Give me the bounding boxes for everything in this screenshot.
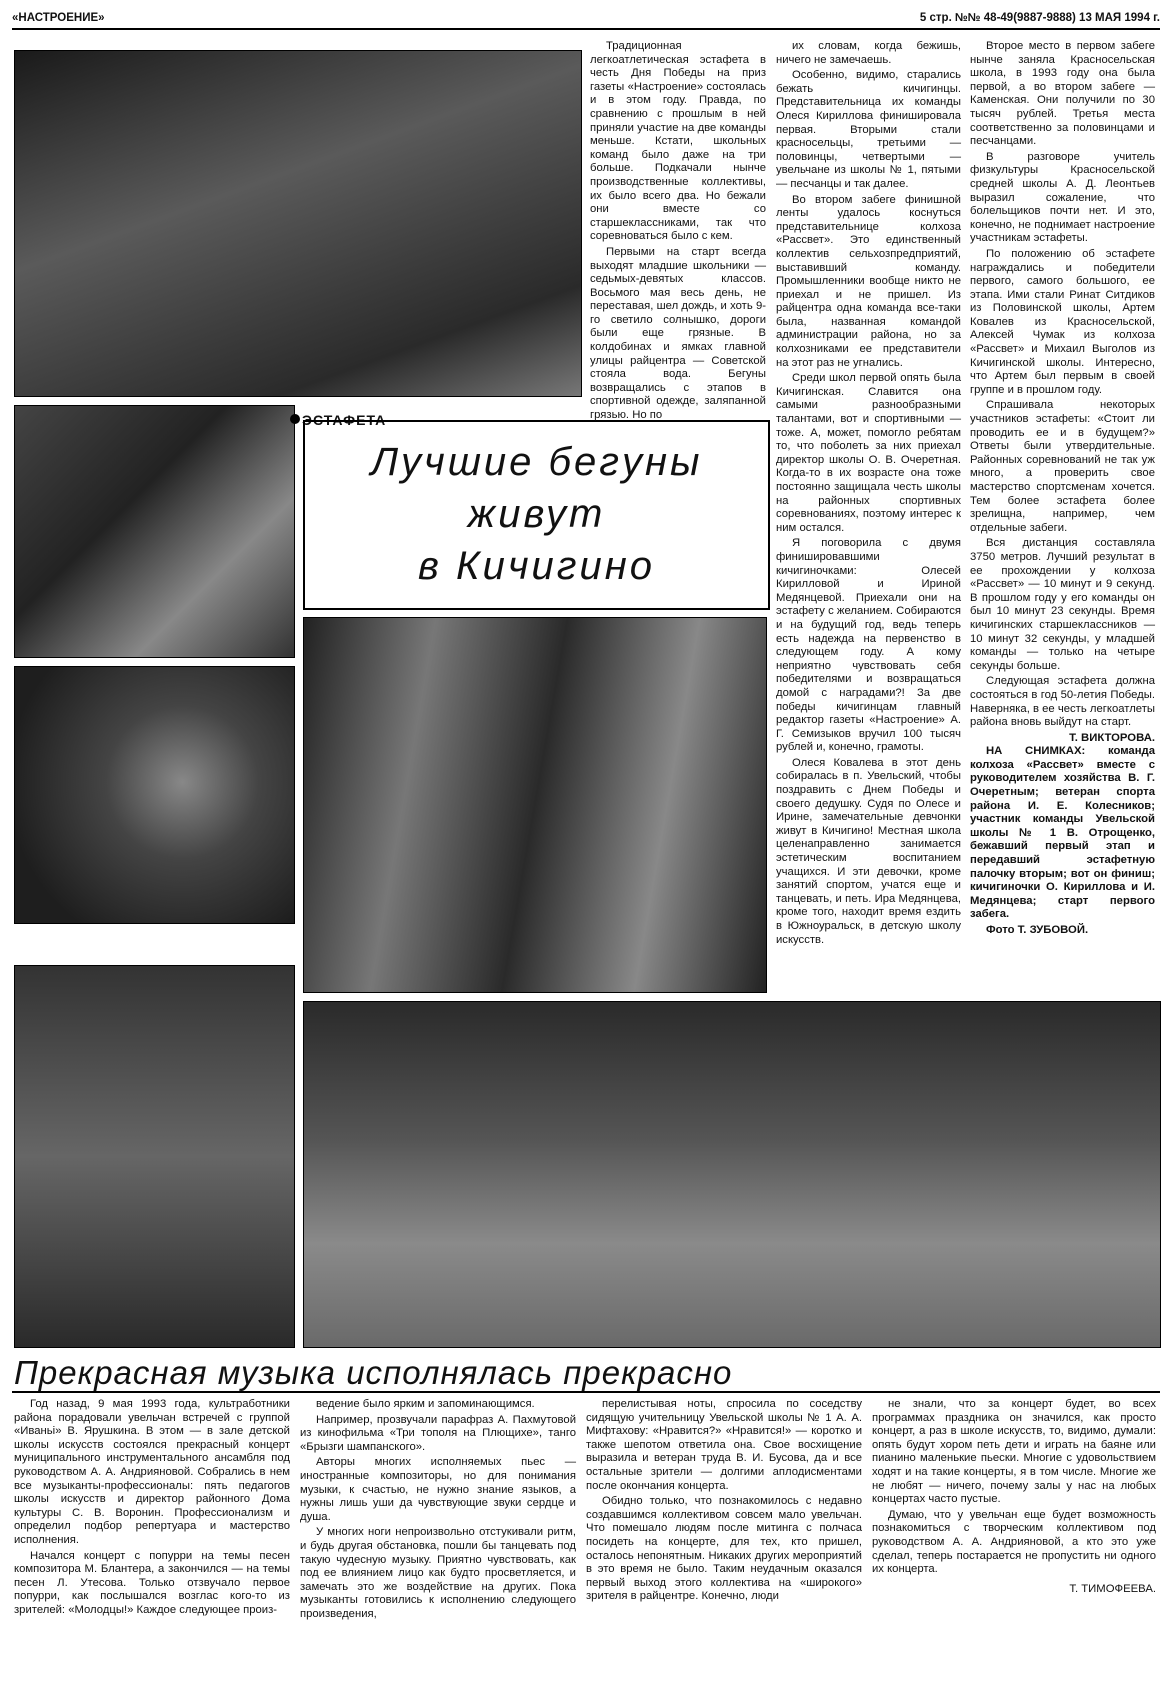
- paragraph: не знали, что за концерт будет, во всех программах праздника он значился, как просто концерт, а раз в школе искусств, то, видимо, думали: опять будут хором петь дети и играть на баяне или пианино маленькие пьески. Многие с удовольствием ходят и на такие концерты, я в том числе. Многие же не любят — ничего, почему залы у нас на любых концертах часто пустые.: [872, 1398, 1156, 1506]
- article2-column-3: [586, 1398, 862, 1648]
- article2-author: Т. ТИМОФЕЕВА.: [1069, 1582, 1156, 1595]
- article1-column-3: [970, 40, 1155, 1000]
- paragraph: Во втором забеге финишной ленты удалось коснуться представительнице колхоза «Рассвет». Это единственный коллектив сельхозпредприятий, выставивший команду. Промышленники вообще никто не приехал и не пришел. Из райцентра одна команда все-таки была, названная командой администрации района, но за колхозниками ее представители на этот раз не угнались.: [776, 193, 961, 369]
- paragraph: ведение было ярким и запоминающимся.: [316, 1398, 535, 1410]
- photo-start: [303, 1001, 1161, 1348]
- photo-girls: [303, 617, 767, 993]
- rubric-label: ЭСТАФЕТА: [302, 412, 387, 428]
- paragraph: Начался концерт с попурри на темы песен композитора М. Блантера, а закончился — на темы песен Л. Утесова. Только отзвучало первое попурри, как послышался возглас кого-то из зрителей: «Молодцы!» Каждое следующее произ-: [14, 1549, 290, 1616]
- issue-info: 5 стр. №№ 48-49(9887-9888) 13 МАЯ 1994 г.: [919, 12, 1160, 24]
- paragraph: Первыми на старт всегда выходят младшие школьники — седьмых-девятых классов. Восьмого мая весь день, не переставая, шел дождь, и хоть 9-го светило солнышко, дороги были еще грязные. В колдобинах и ямках главной улицы райцентра — Советской стояла вода. Бегуны возвращались с этапов в спортивной одежде, заляпанной грязью. Но по: [590, 245, 766, 422]
- paragraph: Олеся Ковалева в этот день собиралась в п. Увельский, чтобы поздравить с Днем Победы и своего дедушку. Судя по Олесе и Ирине, замечательные девчонки живут в Кичигино! Местная школа целенаправленно занимается эстетическим воспитанием учащихся. И эти девочки, кроме занятий спортом, учатся еще и танцевать, и петь. Ира Медянцева, кроме того, находит время ездить в Южноуральск, в детскую школу искусств.: [776, 756, 961, 946]
- paragraph: их словам, когда бежишь, ничего не замечаешь.: [776, 40, 961, 66]
- paragraph: Обидно только, что познакомилось с недавно создавшимся коллективом совсем мало увельчан. Что помешало людям после митинга с полчаса посидеть на концерте, для тех, кто пришел, осталось непонятным. Никаких других мероприятий в это время не было. Таким неудачным оказался первый выход этого коллектива на «широкого» зрителя в райцентре. Конечно, люди: [586, 1495, 862, 1603]
- paragraph: Среди школ первой опять была Кичигинская. Славится она самыми разнообразными талантами, вот и спортивными — тоже. А, может, помогло ребятам то, что поболеть за них приехал директор школы О. В. Очеретная. Когда-то в их возрасте она тоже постоянно защищала честь школы на районных спортивных соревнованиях, поэтому интерес к ним остался.: [776, 372, 961, 534]
- article-title-line3: в Кичигино: [418, 544, 655, 588]
- paragraph: Второе место в первом забеге нынче заняла Красносельская школа, в 1993 году она была первой, а во втором забеге — Каменская. Они получили по 30 тысяч рублей. Третья места соответственно за половинцами и песчанцами.: [970, 40, 1155, 148]
- paragraph: Спрашивала некоторых участников эстафеты: «Стоит ли проводить ее и в будущем?» Ответы были утвердительные. Районных соревнований не так уж много, а проверить свое мастерство спортсменам хочется. Тем более эстафета более зрелищна, например, чем отдельные забеги.: [970, 399, 1155, 534]
- paragraph: перелистывая ноты, спросила по соседству сидящую учительницу Увельской школы № 1 А. А. Мифтахову: «Нравится?» «Нравится!» — коротко и также шепотом ответила она. Свое восхищение выразила и ветеран труда В. И. Бусова, да и все остальные зрители — долгими аплодисментами после окончания концерта.: [586, 1398, 862, 1492]
- paragraph: Я поговорила с двумя финишировавшими кичигиночками: Олесей Кирилловой и Ириной Медянцевой. Приехали они на эстафету с желанием. Собираются и на будущий год, ведь теперь есть надежда на первенство в следующем году. А кому неприятно чувствовать себя победителями и возвращаться домой с наградами?! За две победы кичигинцам главный редактор газеты «Настроение» А. Г. Семизыков вручил 100 тысяч рублей и, конечно, грамоты.: [776, 537, 961, 754]
- paragraph: Например, прозвучали парафраз А. Пахмутовой из кинофильма «Три тополя на Плющихе», танго «Брызги шампанского».: [300, 1413, 576, 1453]
- rubric-bullet-icon: [290, 414, 300, 424]
- paragraph: Авторы многих исполняемых пьес — иностранные композиторы, но для понимания музыки, к счастью, не нужно знание языков, а нужны лишь уши да чувствующие звуки сердце и душа.: [300, 1456, 576, 1523]
- photo-veteran: [14, 405, 295, 658]
- paragraph: Традиционная легкоатлетическая эстафета в честь Дня Победы на приз газеты «Настроение» состоялась и в этом году. Правда, по сравнению с прошлым в ней приняли участие на две команды меньше. Кстати, школьных команд было даже на три больше. Подкачали нынче производственные коллективы, их было всего два. Но бежали они вместе со старшеклассниками, так что соревноваться было с кем.: [590, 40, 766, 243]
- page-header: [12, 10, 1160, 30]
- paragraph: Особенно, видимо, старались бежать кичигинцы. Представительница их команды Олеся Кириллова финишировала первая. Вторыми стали красносельцы, третьими — половинцы, четвертыми — увельчане из школы № 1, пятыми — песчанцы и так далее.: [776, 69, 961, 190]
- article-title-line2: живут: [467, 492, 606, 536]
- paragraph: Думаю, что у увельчан еще будет возможность познакомиться с творческим коллективом под руководством А. А. Андрияновой, а кто это уже сделал, теперь постарается не пропустить ни одного их концерта.: [872, 1508, 1156, 1576]
- paragraph: Год назад, 9 мая 1993 года, культработники района порадовали увельчан встречей с группой «Иваньі» В. Ярушкина. В этом — в зале детской школы искусств состоялся прекрасный концерт муниципального инструментального ансамбля под руководством А. А. Андрияновой. Собрались в нем все музыканты-профессионалы: пять педагогов школы искусств и директор районного Дома культуры С. В. Воронин. Профессионализм и определил подбор репертуара и мастерство исполнения.: [14, 1398, 290, 1546]
- photo-captions: НА СНИМКАХ: команда колхоза «Рассвет» вместе с руководителем хозяйства В. Г. Очеретным; ветеран спорта района И. Е. Колесников; участник команды Увельской школы № 1 В. Отрощенко, бежавший первый этап и передавший эстафетную палочку вторым; вот он финиш; кичигиночки О. Кириллова и И. Медянцева; старт первого забега.: [970, 745, 1155, 921]
- paragraph: У многих ноги непроизвольно отстукивали ритм, и будь другая обстановка, пошли бы танцевать под такую чудесную музыку. Приятно чувствовать, как под ее влиянием лицо как будто просветляется, и замечать это же воздействие на других. Пока музыканты готовились к исполнению следующего произведения,: [300, 1526, 576, 1620]
- article1-column-1: [590, 40, 766, 422]
- photo-finish: [14, 965, 295, 1348]
- photo-credit: Фото Т. ЗУБОВОЙ.: [986, 924, 1089, 936]
- article-author: Т. ВИКТОРОВА.: [1069, 731, 1155, 744]
- paragraph: По положению об эстафете награждались и победители первого, самого большого, ее этапа. Ими стали Ринат Ситдиков из Половинской школы, Артем Ковалев из Красносельской, Алексей Чумак из колхоза «Рассвет» и Михаил Выголов из Кичигинской школы. Интересно, что Артем был первым в своей группе и в прошлом году.: [970, 247, 1155, 396]
- photo-runner-portrait: [14, 666, 295, 924]
- article-title-box: [303, 420, 770, 610]
- article2-title: Прекрасная музыка исполнялась прекрасно: [14, 1354, 733, 1391]
- title-rule: [12, 1391, 1160, 1393]
- paragraph: Вся дистанция составляла 3750 метров. Лучший результат в ее прохождении у колхоза «Рассвет» — 10 минут и 9 секунд. В прошлом году у его команды он был 10 минут 23 секунды. Время кичигинских старшеклассников — 10 минут 32 секунды, у младшей команды — только на четыре секунды больше.: [970, 537, 1155, 672]
- article2-column-1: [14, 1398, 290, 1648]
- photo-team-rassvet: [14, 50, 582, 397]
- newspaper-name: «НАСТРОЕНИЕ»: [12, 12, 105, 24]
- paragraph: В разговоре учитель физкультуры Красносельской средней школы А. Д. Леонтьев выразил сожаление, что болельщиков почти нет. И это, конечно, не поднимает настроение участникам эстафеты.: [970, 150, 1155, 245]
- paragraph: Следующая эстафета должна состояться в год 50-летия Победы. Наверняка, в ее честь легкоатлеты района вновь выйдут на старт.: [970, 675, 1155, 729]
- article2-column-4: [872, 1398, 1156, 1648]
- article2-column-2: [300, 1398, 576, 1648]
- article-title-line1: Лучшие бегуны: [370, 440, 703, 484]
- article1-column-2: [776, 40, 961, 1000]
